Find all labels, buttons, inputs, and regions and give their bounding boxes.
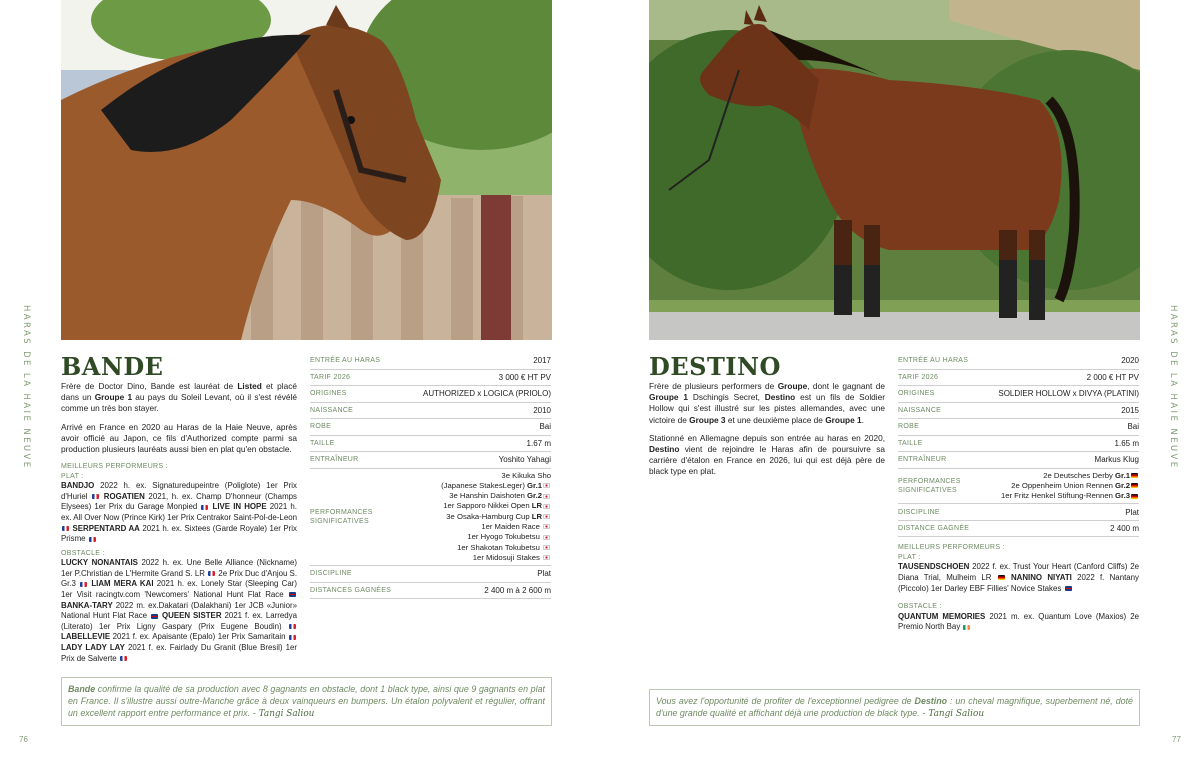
fact-row: ORIGINES AUTHORIZED x LOGICA (PRIOLO) [310,386,551,403]
japan-flag-icon [543,545,550,550]
france-flag-icon [80,582,87,587]
france-flag-icon [201,505,208,510]
performances-row: PERFORMANCES SIGNIFICATIVES 2e Deutsches Derby Gr.1 2e Oppenheim Union Rennen Gr.2 1er Fritz Henkel Stiftung-Rennen Gr.3 [898,469,1139,505]
performances-row: PERFORMANCES SIGNIFICATIVES 3e Kikuka Sho (Japanese StakesLeger) Gr.1 3e Hanshin Daishoten Gr.2 1er Sapporo Nikkei Open LR 3e Osaka-Hamburg Cup LR 1er Maiden Race 1er Hyogo Tokubetsu 1er Shakotan Tokubetsu 1er Midosuji Stakes [310,469,551,567]
trainer-quote: Vous avez l'opportunité de profiter de l'exceptionnel pedigree de Destino : un cheval magnifique, superbement né, doté d'une grande qualité et affichant déjà une production de black type. - Tangi Saliou [649,689,1140,726]
fact-row: NAISSANCE 2015 [898,403,1139,420]
stallion-intro [61,381,297,664]
germany-flag-icon [998,575,1005,580]
obstacle-label: OBSTACLE : [898,603,942,611]
flat-performers: BANDJO 2022 h. ex. Signaturedupeintre (Poliglote) 1er Prix d'Huriel ROGATIEN 2021, h. ex. Champ D'honneur (Champs Elysees) 1er Prix du Garage Monpied LIVE IN HOPE 2021 h. ex. All Over Now (Prince Kirk) 1er Prix Centrakor Saint-Pol-de-Leon SERPENTARD AA 2021 h. ex. Sixtees (Garde Royale) 1er Prix Prisme [61,481,297,544]
side-brand: HARAS DE LA HAIE NEUVE [1168,305,1178,470]
ireland-flag-icon [963,625,970,630]
fact-row: DISCIPLINE Plat [898,504,1139,521]
fact-row: TARIF 2026 3 000 € HT PV [310,370,551,387]
france-flag-icon [289,635,296,640]
flat-label: PLAT : [61,472,84,480]
stallion-facts-table [898,353,1139,633]
fact-row: ROBE Bai [310,419,551,436]
japan-flag-icon [543,483,550,488]
side-brand: HARAS DE LA HAIE NEUVE [21,305,31,470]
france-flag-icon [62,526,69,531]
intro-paragraph: Frère de plusieurs performers de Groupe, dont le gagnant de Groupe 1 Dschingis Secret, Destino est un fils de Soldier Hollow qui s'est illustré sur les pistes allemandes, avec une victoire de Groupe 3 et une deuxième place de Groupe 1. [649,381,885,425]
fact-row: DISCIPLINE Plat [310,566,551,583]
intro-paragraph: Frère de Doctor Dino, Bande est lauréat de Listed et placé dans un Groupe 1 au pays du Soleil Levant, où il s'est révélé comme un très bon stayer. [61,381,297,414]
best-performers-label: MEILLEURS PERFORMEURS : [61,463,168,471]
germany-flag-icon [1131,494,1138,499]
france-flag-icon [89,537,96,542]
stallion-name: BANDE [61,352,164,381]
japan-flag-icon [543,535,550,540]
fact-row: ENTRAÎNEUR Markus Klug [898,452,1139,469]
fact-row: TARIF 2026 2 000 € HT PV [898,370,1139,387]
fact-row: DISTANCES GAGNÉES 2 400 m à 2 600 m [310,583,551,600]
obstacle-performers: LUCKY NONANTAIS 2022 h. ex. Une Belle Alliance (Nickname) 1er P.Christian de L'Hermite Grand S. LR 2e Prix Duc d'Anjou S. Gr.3 LIAM MERA KAI 2021 h. ex. Lonely Star (Sleeping Car) 1er Visit racingtv.com 'Newcomers' National Hunt Flat Race BANKA-TARY 2022 m. ex.Dakatari (Dalakhani) 1er JCB «Junior» National Hunt Flat Race QUEEN SISTER 2021 f. ex. Larredya (Literato) 1er Prix Ligny Gaspary (Prix Eugene Boudin) LABELLEVIE 2021 f. ex. Apaisante (Epalo) 1er Prix Samaritain LADY LADY LAY 2021 f. ex. Fairlady Du Granit (Blue Bresil) 1er Prix de Salverte [61,558,298,663]
germany-flag-icon [1131,473,1138,478]
page-number: 77 [1172,735,1181,744]
france-flag-icon [120,656,127,661]
fact-row: DISTANCE GAGNÉE 2 400 m [898,521,1139,538]
right-page [600,0,1200,770]
fact-row: TAILLE 1.67 m [310,436,551,453]
fact-row: ENTRAÎNEUR Yoshito Yahagi [310,452,551,469]
germany-flag-icon [1131,483,1138,488]
france-flag-icon [208,571,215,576]
obstacle-performers: QUANTUM MEMORIES 2021 m. ex. Quantum Love (Maxios) 2e Premio North Bay [898,611,1139,632]
flat-label: PLAT : [898,553,921,561]
flat-performers: TAUSENDSCHOEN 2022 f. ex. Trust Your Heart (Canford Cliffs) 2e Diana Trial, Mulheim LR NANINO NIYATI 2022 f. Nantany (Piccolo) 1er Darley EBF Fillies' Novice Stakes [898,562,1140,593]
japan-flag-icon [543,555,550,560]
intro-paragraph: Stationné en Allemagne depuis son entrée au haras en 2020, Destino vient de rejoindre le Haras afin de poursuivre sa carrière d'étalon en France en 2026, lui qui est déjà père de black type en plat. [649,432,885,477]
japan-flag-icon [543,524,550,529]
best-performers [898,543,1139,632]
france-flag-icon [289,624,296,629]
france-flag-icon [92,494,99,499]
obstacle-label: OBSTACLE : [61,549,105,557]
stallion-name: DESTINO [649,352,781,381]
horse-photo-bande [61,0,552,340]
japan-flag-icon [543,494,550,499]
fact-row: NAISSANCE 2010 [310,403,551,420]
fact-row: ORIGINES SOLDIER HOLLOW x DIVYA (PLATINI) [898,386,1139,403]
page-number: 76 [19,735,28,744]
fact-row: ENTRÉE AU HARAS 2017 [310,353,551,370]
stallion-facts-table [310,353,551,599]
fact-row: ROBE Bai [898,419,1139,436]
fact-row: TAILLE 1.65 m [898,436,1139,453]
uk-flag-icon [1065,586,1072,591]
best-performers-label: MEILLEURS PERFORMEURS : [898,544,1005,552]
fact-row: ENTRÉE AU HARAS 2020 [898,353,1139,370]
trainer-quote: Bande confirme la qualité de sa production avec 8 gagnants en obstacle, dont 1 black type, ainsi que 9 gagnants en plat en France. Il s'illustre aussi outre-Manche grâce à deux vainqueurs en bumpers. Un étalon polyvalent et régulier, offrant un excellent rapport entre performance et prix. - Tangi Saliou [61,677,552,726]
intro-paragraph: Arrivé en France en 2020 au Haras de la Haie Neuve, après avoir officié au Japon, ce fils d'Authorized compte parmi sa production plusieurs lauréats aussi bien en plat qu'en obstacle. [61,421,297,455]
japan-flag-icon [543,504,550,509]
uk-flag-icon [289,592,296,597]
stallion-intro [649,381,885,485]
uk-flag-icon [151,614,158,619]
horse-photo-destino [649,0,1140,340]
japan-flag-icon [543,514,550,519]
